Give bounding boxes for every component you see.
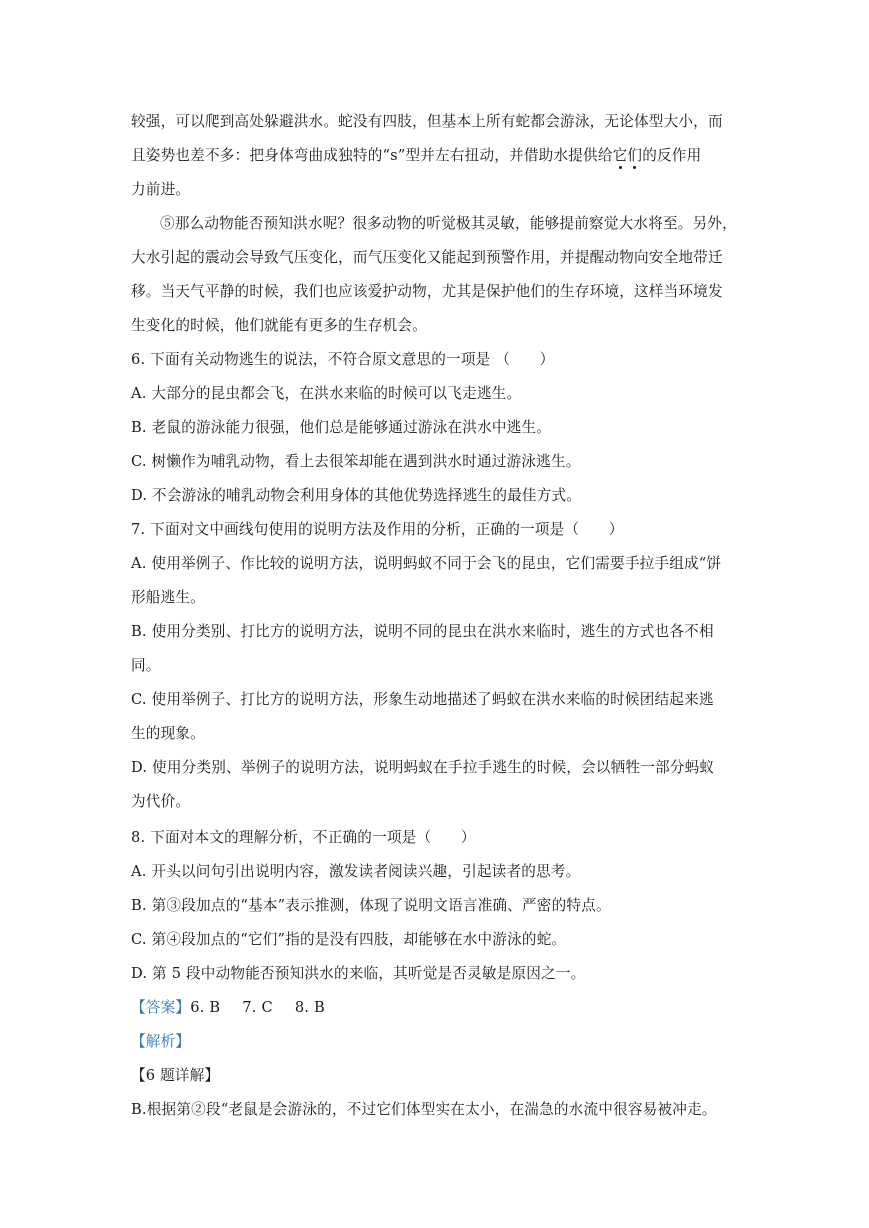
question-stem: 7. 下面对文中画线句使用的说明方法及作用的分析，正确的一项是（ ） bbox=[131, 521, 624, 538]
question-option: B. 使用分类别、打比方的说明方法，说明不同的昆虫在洪水来临时，逃生的方式也各不相 bbox=[131, 623, 714, 640]
question-option-cont: 形船逃生。 bbox=[131, 589, 205, 606]
passage-line bbox=[131, 146, 743, 166]
question-option: D. 使用分类别、举例子的说明方法，说明蚂蚁在手拉手逃生的时候，会以牺牲一部分蚂蚁 bbox=[131, 759, 715, 776]
question-option: A. 使用举例子、作比较的说明方法，说明蚂蚁不同于会飞的昆虫，它们需要手拉手组成“饼 bbox=[131, 555, 722, 572]
question-option: A. 开头以问句引出说明内容，激发读者阅读兴趣，引起读者的思考。 bbox=[131, 863, 581, 880]
passage-text: 的反作用 bbox=[642, 147, 702, 164]
question-option: C. 第④段加点的“它们”指的是没有四肢，却能够在水中游泳的蛇。 bbox=[131, 931, 567, 948]
question-stem: 6. 下面有关动物逃生的说法，不符合原文意思的一项是 （ ） bbox=[131, 351, 555, 368]
emphasis-dot-char: 们 bbox=[627, 147, 643, 164]
answer-8: 8. B bbox=[294, 999, 325, 1016]
passage-line: 大水引起的震动会导致气压变化，而气压变化又能起到预警作用，并提醒动物向安全地带迁 bbox=[131, 249, 723, 266]
answer-6: 6. B bbox=[190, 999, 221, 1016]
answer-7: 7. C bbox=[242, 999, 273, 1016]
passage-text: 且姿势也差不多：把身体弯曲成独特的“s”型并左右扭动，并借助水提供给 bbox=[131, 147, 613, 164]
analysis-text: B.根据第②段“老鼠是会游泳的，不过它们体型实在太小，在湍急的水流中很容易被冲走。 bbox=[131, 1101, 717, 1118]
answer-line bbox=[131, 998, 743, 1018]
question-option: A. 大部分的昆虫都会飞，在洪水来临的时候可以飞走逃生。 bbox=[131, 385, 522, 402]
passage-line: 移。当天气平静的时候，我们也应该爱护动物，尤其是保护他们的生存环境，这样当环境发 bbox=[131, 283, 723, 300]
passage-line: 生变化的时候，他们就能有更多的生存机会。 bbox=[131, 317, 427, 334]
question-option: B. 老鼠的游泳能力很强，他们总是能够通过游泳在洪水中逃生。 bbox=[131, 419, 552, 436]
question-option: D. 不会游泳的哺乳动物会利用身体的其他优势选择逃生的最佳方式。 bbox=[131, 487, 582, 504]
question-option-cont: 同。 bbox=[131, 657, 161, 674]
passage-line: 较强，可以爬到高处躲避洪水。蛇没有四肢，但基本上所有蛇都会游泳，无论体型大小，而 bbox=[131, 113, 723, 130]
passage-line: 力前进。 bbox=[131, 181, 191, 198]
passage-line: ⑤那么动物能否预知洪水呢？很多动物的听觉极其灵敏，能够提前察觉大水将至。另外， bbox=[160, 215, 737, 232]
question-stem: 8. 下面对本文的理解分析，不正确的一项是（ ） bbox=[131, 829, 476, 846]
question-option-cont: 为代价。 bbox=[131, 793, 191, 810]
emphasis-dot-char: 它 bbox=[612, 147, 628, 164]
analysis-label: 【解析】 bbox=[131, 1033, 191, 1050]
question-option: D. 第 5 段中动物能否预知洪水的来临，其听觉是否灵敏是原因之一。 bbox=[131, 965, 586, 982]
question-option: B. 第③段加点的“基本”表示推测，体现了说明文语言准确、严密的特点。 bbox=[131, 897, 611, 914]
question-option: C. 树懒作为哺乳动物，看上去很笨却能在遇到洪水时通过游泳逃生。 bbox=[131, 453, 581, 470]
question-option: C. 使用举例子、打比方的说明方法，形象生动地描述了蚂蚁在洪水来临的时候团结起来逃 bbox=[131, 691, 714, 708]
question-option-cont: 生的现象。 bbox=[131, 725, 205, 742]
answer-label: 【答案】 bbox=[131, 999, 191, 1016]
analysis-sub-label: 【6 题详解】 bbox=[131, 1067, 220, 1084]
